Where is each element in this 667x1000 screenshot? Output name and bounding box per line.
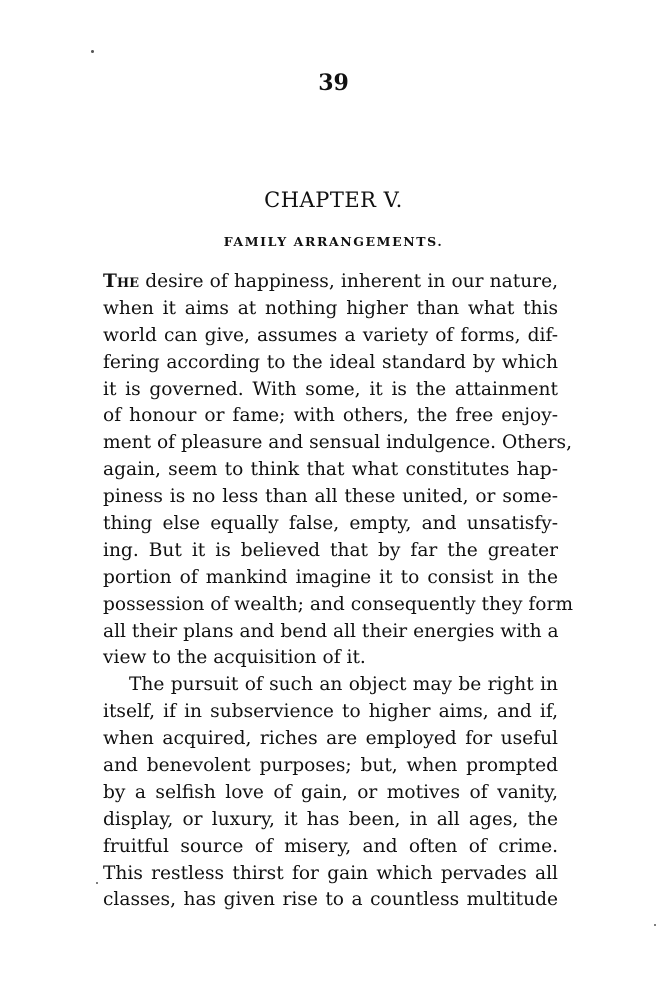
scan-speck — [654, 924, 656, 926]
text-line: possession of wealth; and consequently they form — [103, 593, 574, 615]
text-line: piness is no less than all these united, or some- — [103, 486, 558, 508]
text-line: view to the acquisition of it. — [103, 647, 366, 669]
text-line: world can give, assumes a variety of forms, dif- — [103, 324, 558, 346]
drop-lead-word: The — [103, 271, 140, 292]
text-line: itself, if in subservience to higher aims, and if, — [103, 701, 558, 723]
text-line: of honour or fame; with others, the free enjoy- — [103, 405, 558, 427]
chapter-title: CHAPTER V. — [264, 188, 403, 212]
text-line — [103, 269, 558, 296]
text-line: The pursuit of such an object may be right in — [129, 674, 558, 696]
text-line: and benevolent purposes; but, when prompted — [103, 755, 558, 777]
paragraph-1 — [103, 269, 574, 672]
text-line: portion of mankind imagine it to consist in the — [103, 566, 558, 588]
text-line-content: desire of happiness, inherent in our nature, — [139, 271, 558, 292]
text-line: by a selfish love of gain, or motives of vanity, — [103, 781, 558, 803]
body-text — [103, 269, 574, 914]
text-line: classes, has given rise to a countless multitude — [103, 889, 558, 911]
text-line: fering according to the ideal standard by which — [103, 351, 558, 373]
text-line: display, or luxury, it has been, in all ages, the — [103, 808, 558, 830]
text-line: ing. But it is believed that by far the greater — [103, 539, 558, 561]
text-line: it is governed. With some, it is the attainment — [103, 378, 558, 400]
text-line: fruitful source of misery, and often of crime. — [103, 835, 558, 857]
text-line: thing else equally false, empty, and unsatisfy- — [103, 513, 558, 535]
page-number: 39 — [318, 70, 349, 96]
text-line: all their plans and bend all their energies with a — [103, 620, 559, 642]
scan-speck — [96, 882, 98, 884]
text-line: ment of pleasure and sensual indulgence. Others, — [103, 432, 572, 454]
scan-speck — [91, 50, 94, 53]
text-line: again, seem to think that what constitutes hap- — [103, 459, 558, 481]
text-line: when acquired, riches are employed for useful — [103, 728, 558, 750]
text-line: This restless thirst for gain which pervades all — [103, 862, 558, 884]
text-line: when it aims at nothing higher than what this — [103, 297, 558, 319]
chapter-subtitle: FAMILY ARRANGEMENTS. — [223, 234, 444, 249]
paragraph-2 — [103, 672, 558, 914]
